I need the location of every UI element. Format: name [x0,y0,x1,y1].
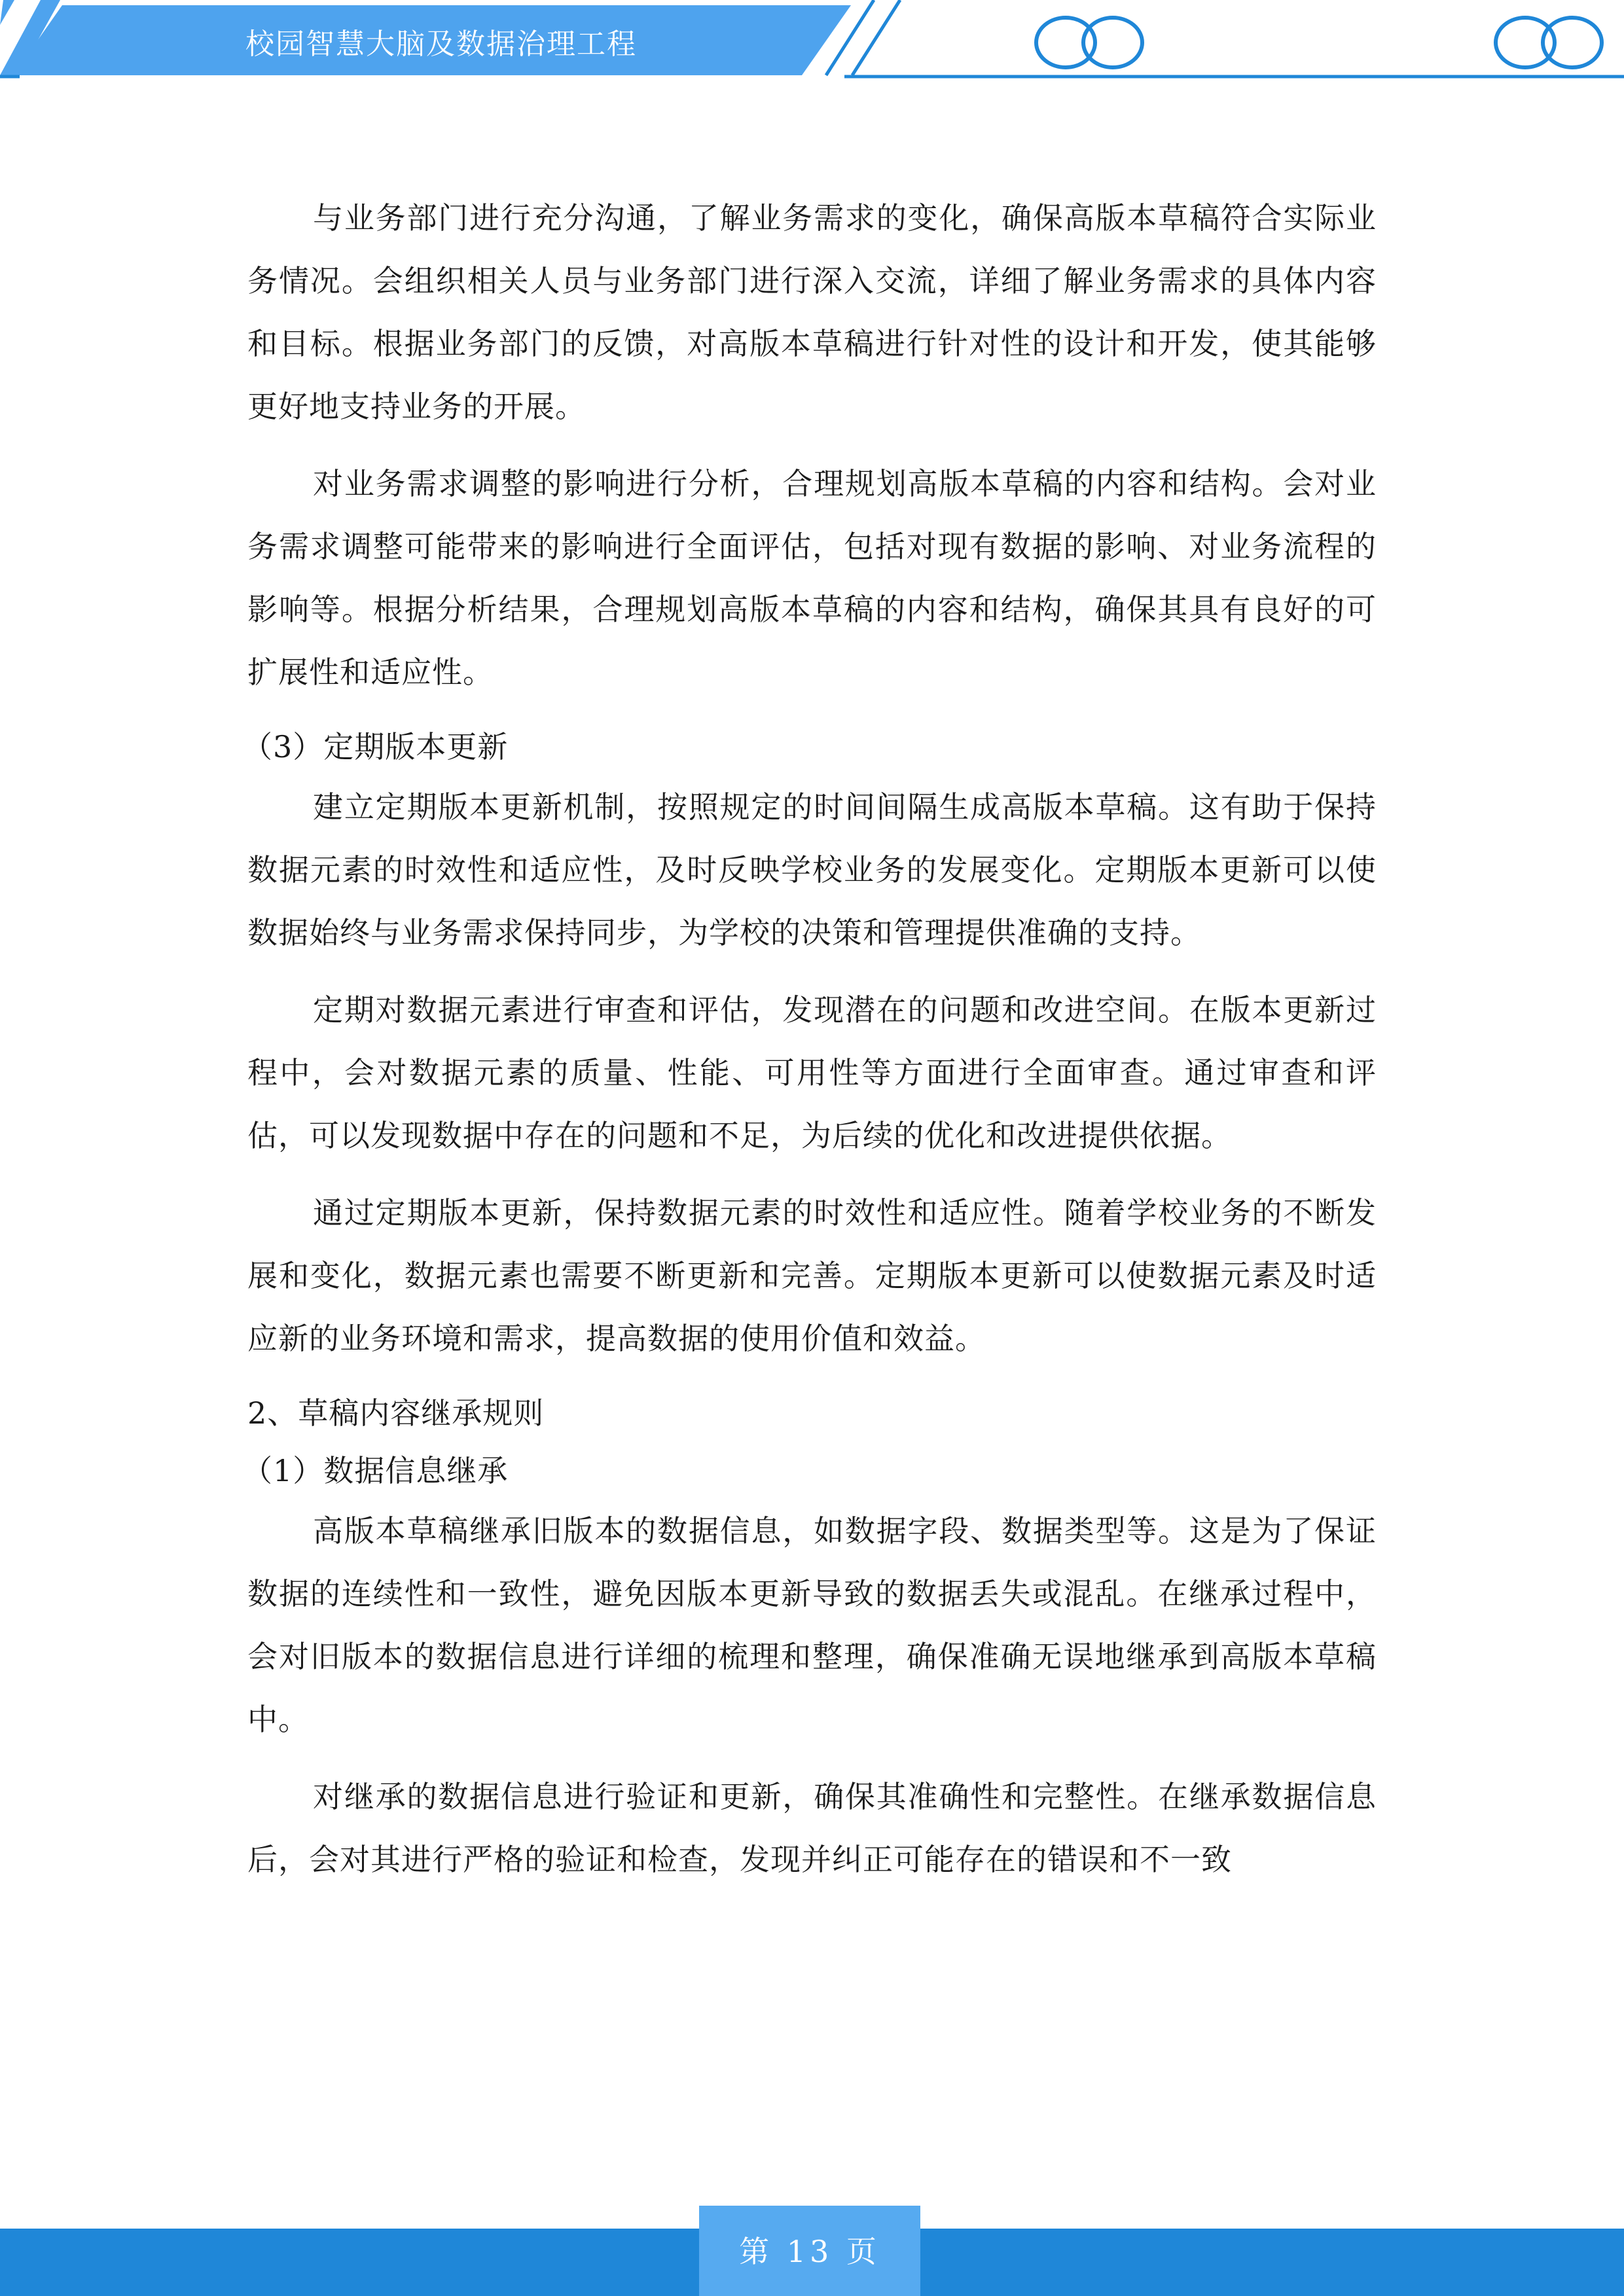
paragraph: 与业务部门进行充分沟通，了解业务需求的变化，确保高版本草稿符合实际业务情况。会组织相关人员与业务部门进行深入交流，详细了解业务需求的具体内容和目标。根据业务部门的反馈，对高版本草稿进行针对性的设计和开发，使其能够更好地支持业务的开展。 [247,200,1377,424]
header-left-stripe-2 [0,0,14,25]
paragraph: 高版本草稿继承旧版本的数据信息，如数据字段、数据类型等。这是为了保证数据的连续性和一致性，避免因版本更新导致的数据丢失或混乱。在继承过程中，会对旧版本的数据信息进行详细的梳理和整理，确保准确无误地继承到高版本草稿中。 [247,1513,1377,1737]
section-heading: 2、草稿内容继承规则 [247,1395,545,1431]
rings-icon [1496,18,1602,67]
document-body [242,187,1377,1905]
paragraph: 对业务需求调整的影响进行分析，合理规划高版本草稿的内容和结构。会对业务需求调整可能带来的影响进行全面评估，包括对现有数据的影响、对业务流程的影响等。根据分析结果，合理规划高版本草稿的内容和结构，确保其具有良好的可扩展性和适应性。 [247,466,1377,690]
paragraph: 定期对数据元素进行审查和评估，发现潜在的问题和改进空间。在版本更新过程中，会对数据元素的质量、性能、可用性等方面进行全面审查。通过审查和评估，可以发现数据中存在的问题和不足，为后续的优化和改进提供依据。 [247,992,1377,1153]
paragraph: 建立定期版本更新机制，按照规定的时间间隔生成高版本草稿。这有助于保持数据元素的时效性和适应性，及时反映学校业务的发展变化。定期版本更新可以使数据始终与业务需求保持同步，为学校的决策和管理提供准确的支持。 [247,789,1377,950]
rings-icon [1036,18,1142,67]
header-title: 校园智慧大脑及数据治理工程 [245,27,637,61]
header-right-stripe-2 [852,0,900,75]
header-decoration [0,0,1624,85]
subsection-heading: （1）数据信息继承 [242,1453,509,1488]
paragraph: 对继承的数据信息进行验证和更新，确保其准确性和完整性。在继承数据信息后，会对其进行严格的验证和检查，发现并纠正可能存在的错误和不一致 [247,1779,1377,1877]
subsection-heading: （3）定期版本更新 [242,729,509,764]
page-number: 第 13 页 [739,2234,880,2269]
paragraph: 通过定期版本更新，保持数据元素的时效性和适应性。随着学校业务的不断发展和变化，数据元素也需要不断更新和完善。定期版本更新可以使数据元素及时适应新的业务环境和需求，提高数据的使用价值和效益。 [247,1195,1377,1356]
page-header [0,0,1624,85]
